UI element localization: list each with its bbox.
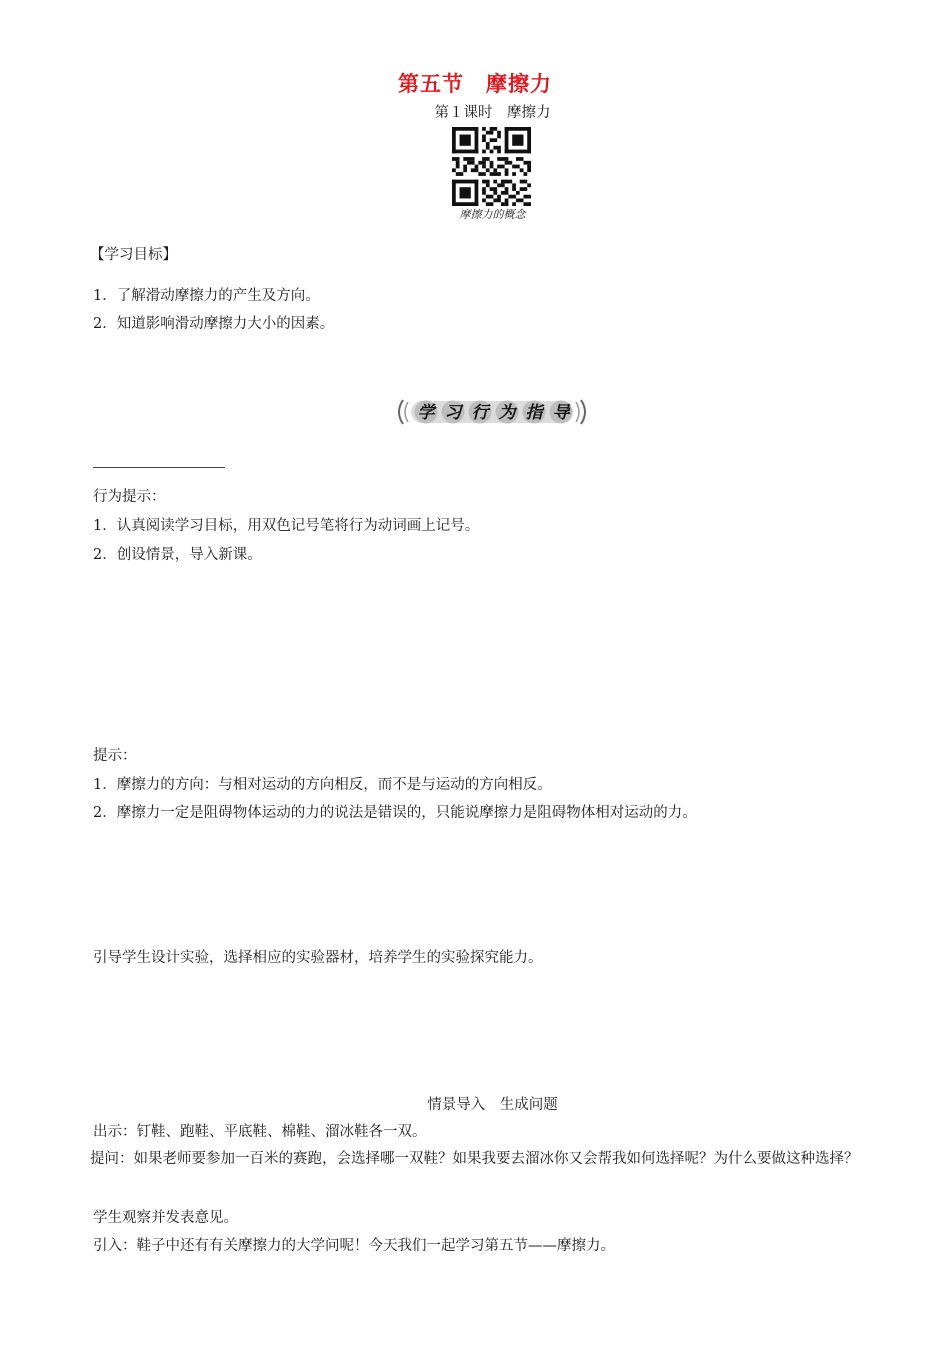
scenario-heading: 情景导入 生成问题: [427, 1097, 558, 1113]
scenario-observe: 学生观察并发表意见。: [93, 1210, 238, 1226]
qr-code[interactable]: [452, 127, 531, 206]
tip-item: 2．摩擦力一定是阻碍物体运动的力的说法是错误的，只能说摩擦力是阻碍物体相对运动的力。: [93, 805, 697, 821]
page-title: 第五节 摩擦力: [398, 72, 552, 96]
tip-item: 1．摩擦力的方向：与相对运动的方向相反，而不是与运动的方向相反。: [93, 777, 552, 793]
scenario-intro: 引入：鞋子中还有有关摩擦力的大学问呢！今天我们一起学习第五节——摩擦力。: [93, 1238, 615, 1254]
objective-item: 2．知道影响滑动摩擦力大小的因素。: [93, 316, 335, 332]
divider-line: [93, 467, 225, 468]
behavior-item: 2．创设情景，导入新课。: [93, 547, 262, 563]
qr-caption: 摩擦力的概念: [459, 208, 526, 221]
banner-char: 习: [444, 403, 462, 423]
banner-char: 指: [525, 403, 543, 423]
objectives-heading: 【学习目标】: [90, 247, 177, 263]
tips-heading: 提示：: [93, 748, 137, 764]
lesson-subtitle: 第１课时 摩擦力: [434, 105, 551, 121]
guide-text: 引导学生设计实验，选择相应的实验器材，培养学生的实验探究能力。: [93, 950, 543, 966]
behavior-heading: 行为提示：: [93, 489, 166, 505]
behavior-item: 1．认真阅读学习目标，用双色记号笔将行为动词画上记号。: [93, 518, 480, 534]
banner-char: 学: [417, 403, 435, 423]
banner-char: 行: [471, 403, 489, 423]
scenario-question: 提问：如果老师要参加一百米的赛跑，会选择哪一双鞋？如果我要去溜冰你又会帮我如何选择呢？为什么要做这种选择？: [90, 1151, 859, 1167]
scenario-show: 出示：钉鞋、跑鞋、平底鞋、棉鞋、溜冰鞋各一双。: [93, 1124, 427, 1140]
banner-char: 为: [498, 403, 516, 423]
objective-item: 1．了解滑动摩擦力的产生及方向。: [93, 288, 320, 304]
banner-char: 导: [552, 403, 570, 423]
section-banner: [393, 396, 591, 428]
